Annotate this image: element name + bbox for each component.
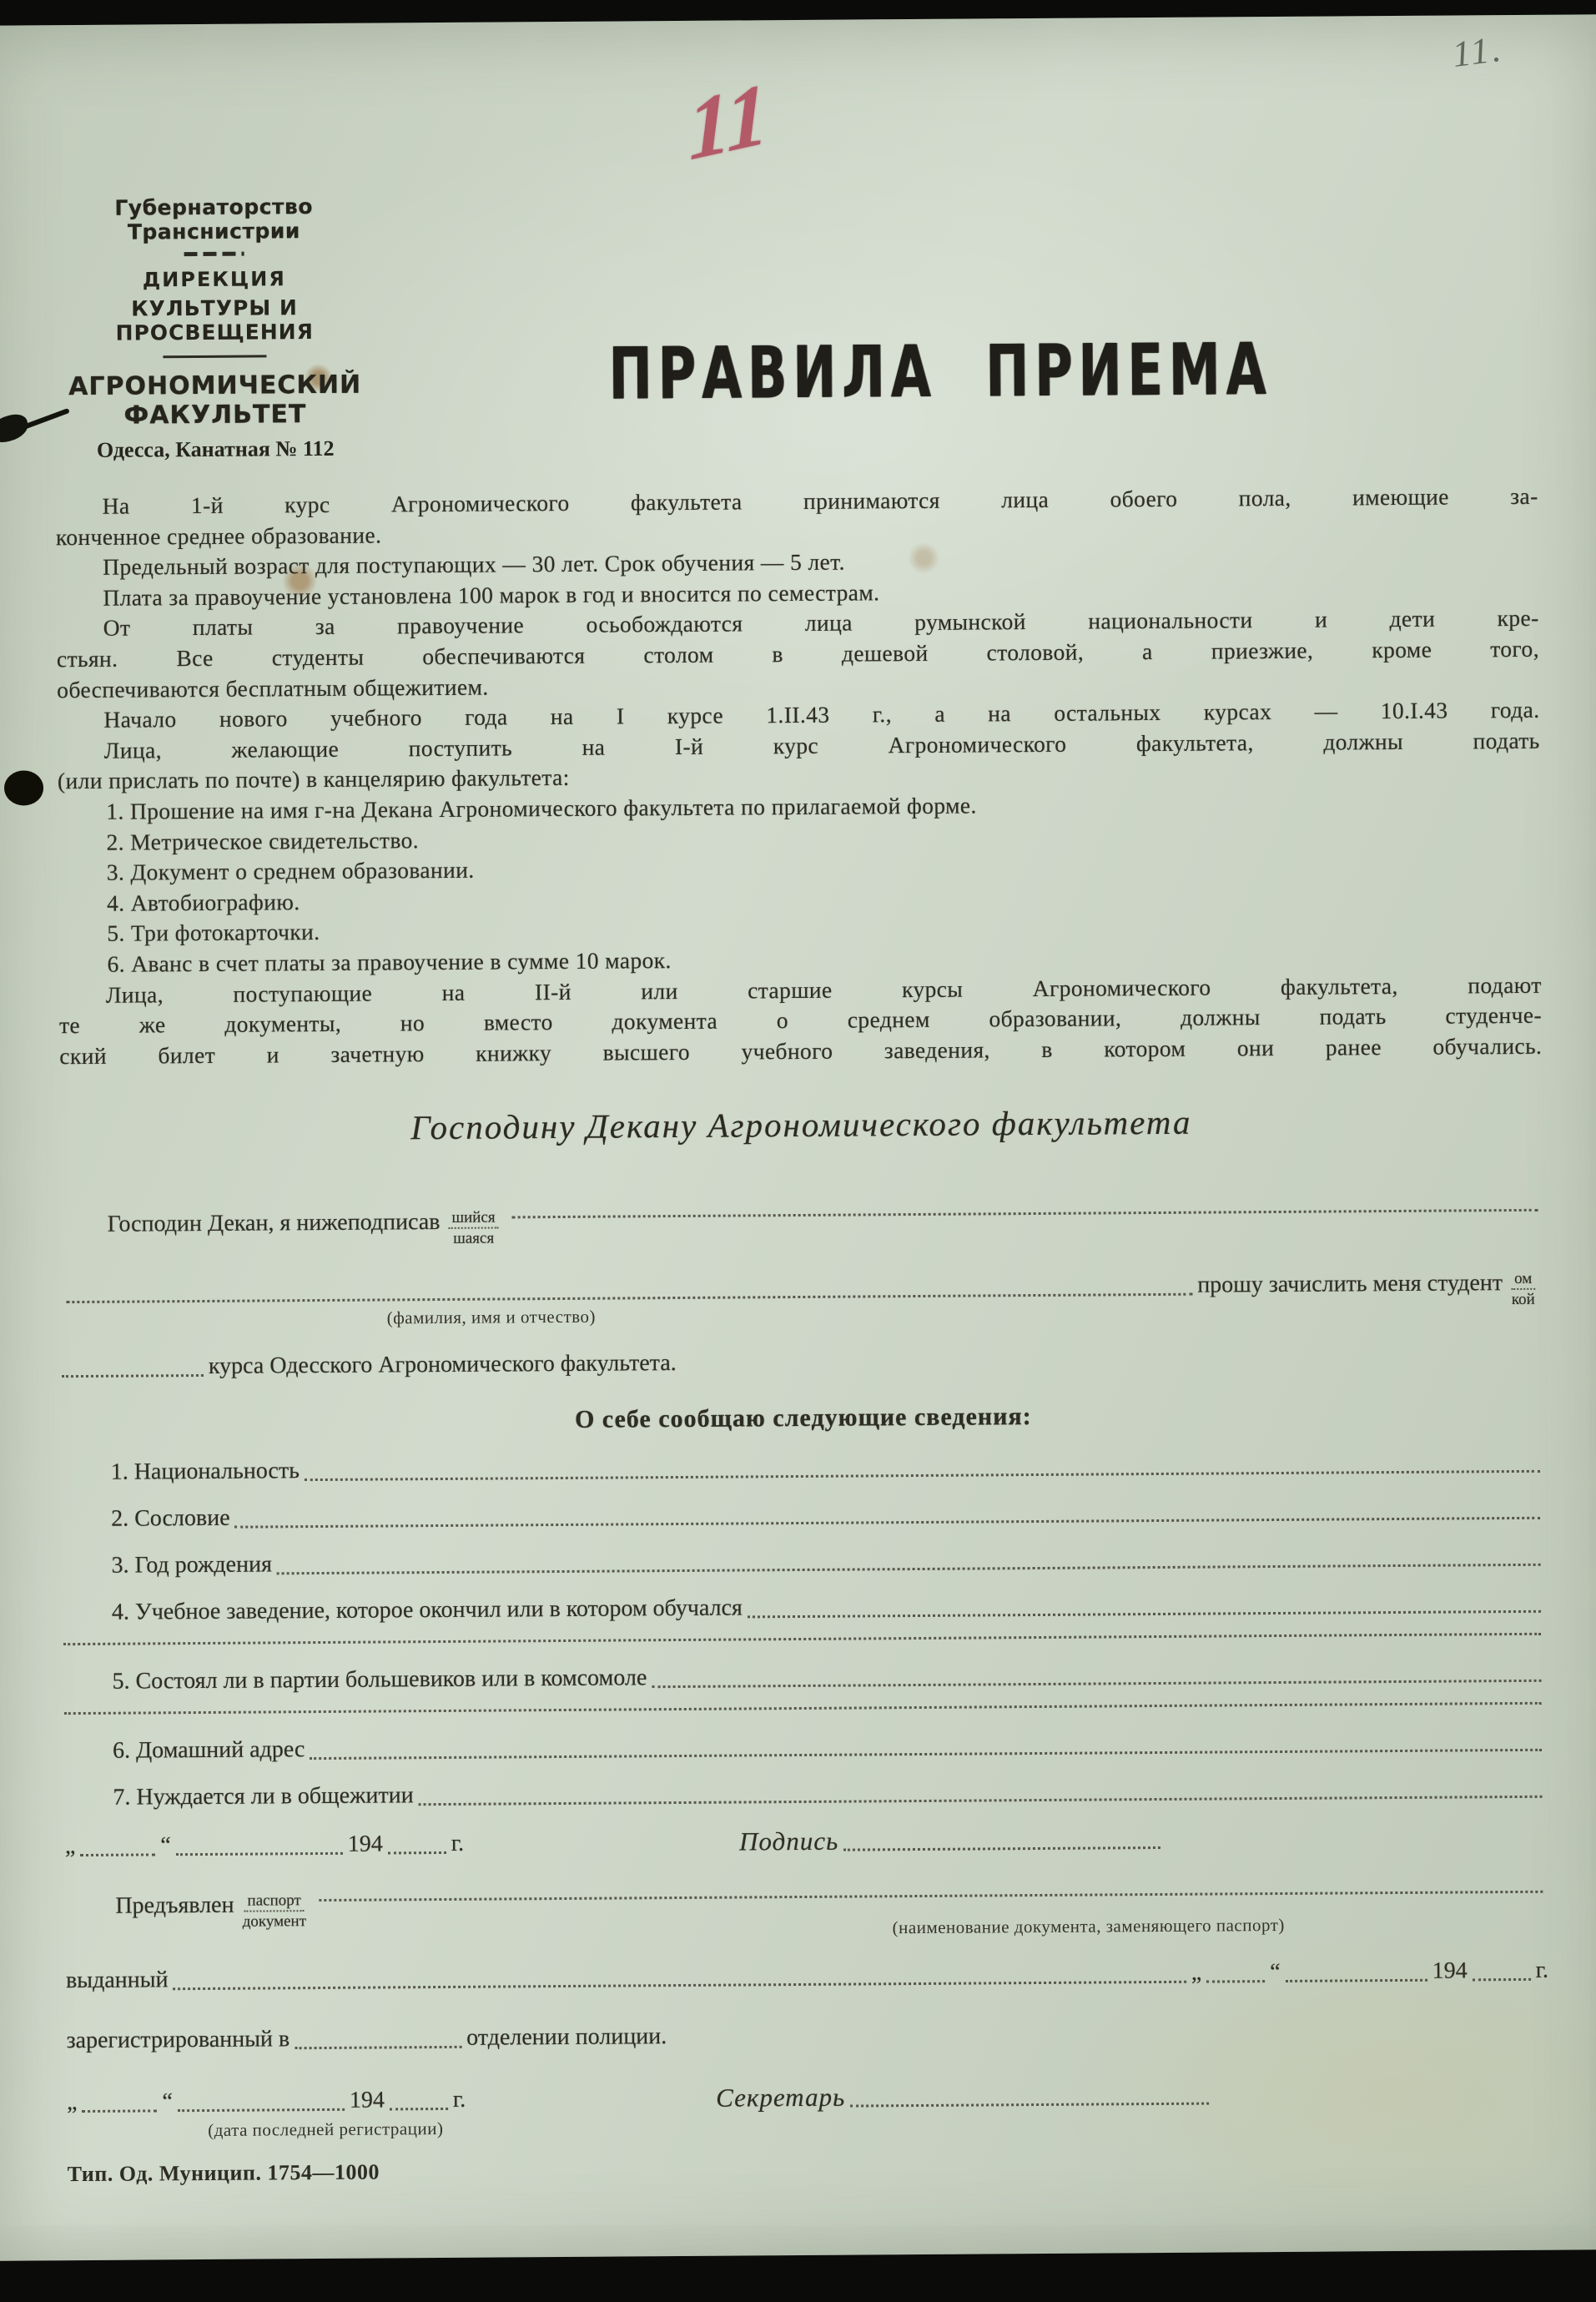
police-label: отделении полиции.: [466, 2023, 667, 2052]
required-document-item: 4. Автобиографию.: [106, 888, 300, 916]
full-name-caption: (фамилия, имя и отчество): [386, 1306, 597, 1328]
fill-in-line: [64, 1702, 1542, 1715]
personal-info-fields: [63, 1446, 1548, 1815]
presented-label: Предъявлен: [115, 1892, 234, 1920]
rules-line: На 1-й курс Агрономического факультета принимаются лица обоего пола, имеющие за-: [102, 482, 1538, 519]
secretary-label: Секретарь: [716, 2082, 846, 2113]
field-row-school: [63, 1586, 1546, 1630]
signature-line: [843, 1846, 1160, 1851]
passport-or-document-stack: [242, 1891, 306, 1931]
letterhead-divider: [184, 252, 244, 257]
letterhead: [32, 194, 397, 463]
field-label: 1. Национальность: [110, 1458, 300, 1486]
secretary-signature-line: [850, 2103, 1209, 2108]
handwritten-page-number: 11.: [1450, 28, 1506, 75]
document-name-caption: (наименование документа, заменяющего паспорт): [892, 1915, 1285, 1938]
month-line: [178, 2108, 345, 2112]
spacer: [1214, 2109, 1549, 2112]
rules-line: Лица, поступающие на II-й или старшие курсы Агрономического факультета, подают: [105, 971, 1542, 1008]
fill-in-line: [235, 1517, 1541, 1529]
open-quote: „: [66, 2089, 78, 2116]
spacer: [1166, 1853, 1548, 1856]
field-row-home-address: [64, 1725, 1547, 1768]
rules-line: Плата за правоучение установлена 100 марок в год и вносится по семестрам.: [103, 579, 880, 611]
document-content: [0, 481, 1596, 2188]
admission-rules-text: [56, 481, 1543, 1072]
field-label: 5. Состоял ли в партии большевиков или в комсомоле: [112, 1665, 647, 1695]
year-line: [390, 2108, 448, 2110]
registration-date-row: [67, 2076, 1549, 2119]
letterhead-directorate-line2: КУЛЬТУРЫ И ПРОСВЕЩЕНИЯ: [115, 295, 314, 345]
course-number-line: [62, 1374, 204, 1378]
gender-suffix-stack: [448, 1209, 498, 1247]
rules-line: От платы за правоучение осьобождаются лица румынской национальности и дети кре-: [103, 605, 1539, 642]
fill-in-line: [63, 1633, 1541, 1645]
field-row-social-class: [63, 1493, 1545, 1536]
document-name-line: [320, 1891, 1543, 1902]
year-prefix: 194: [347, 1831, 383, 1858]
rules-line: стьян. Все студенты обеспечиваются столом в дешевой столовой, а приезжие, кроме того,: [56, 635, 1540, 672]
page-title: ПРАВИЛА ПРИЕМА: [608, 327, 1272, 416]
registration-date-caption: (дата последней регистрации): [208, 2118, 444, 2141]
fill-in-line: [305, 1470, 1540, 1481]
issuer-line: [174, 1981, 1186, 1990]
close-quote: “: [160, 1832, 171, 1859]
issued-by-row: [66, 1954, 1548, 1997]
fill-in-line: [310, 1749, 1542, 1760]
year-line: [1473, 1978, 1531, 1981]
required-document-item: 6. Аванс в счет платы за правоучение в сумме 10 марок.: [107, 946, 672, 977]
required-document-item: 5. Три фотокарточки.: [107, 919, 320, 947]
suffix-masculine: шийся: [448, 1209, 498, 1229]
field-label: 3. Год рождения: [111, 1551, 273, 1579]
rules-line: ский билет и зачетную книжку высшего учебного заведения, в котором они ранее обучались.: [59, 1032, 1543, 1069]
student-ending-stack: [1511, 1270, 1535, 1308]
ending-masculine: ом: [1511, 1270, 1535, 1290]
suffix-feminine: шаяся: [453, 1229, 495, 1248]
year-suffix: г.: [1535, 1957, 1549, 1984]
required-document-item: 1. Прошение на имя г-на Декана Агрономического факультета по прилагаемой форме.: [106, 792, 977, 824]
field-label: 7. Нуждается ли в общежитии: [113, 1782, 414, 1811]
day-line: [80, 1854, 155, 1857]
about-self-heading: О себе сообщаю следующие сведения:: [574, 1403, 1032, 1434]
police-station-line: [295, 2046, 461, 2049]
close-quote: “: [1270, 1959, 1281, 1986]
field-label: 4. Учебное заведение, которое окончил или в котором обучался: [111, 1594, 743, 1626]
printer-imprint: Тип. Од. Муницип. 1754—1000: [67, 2159, 380, 2187]
letterhead-governorate: Губернаторство Транснистрии: [114, 194, 314, 244]
month-line: [1286, 1979, 1427, 1982]
letterhead-divider: [163, 355, 266, 358]
letterhead-faculty: АГРОНОМИЧЕСКИЙ ФАКУЛЬТЕТ: [68, 370, 362, 431]
open-quote: „: [1191, 1959, 1202, 1987]
close-quote: “: [162, 2088, 174, 2115]
name-and-enroll-row: [61, 1262, 1543, 1310]
course-text: курса Одесского Агрономического факультета.: [208, 1350, 677, 1380]
fill-in-line: [652, 1680, 1541, 1688]
letterhead-directorate-line1: ДИРЕКЦИЯ: [142, 267, 286, 292]
field-row-nationality: [63, 1446, 1545, 1489]
day-line: [1206, 1980, 1265, 1982]
rules-line: Лица, желающие поступить на I-й курс Агрономического факультета, должны подать: [103, 727, 1540, 763]
field-row-party-membership: [63, 1655, 1546, 1699]
rules-line: (или прислать по почте) в канцелярию факультета:: [57, 764, 570, 794]
field-label: 2. Сословие: [111, 1505, 230, 1533]
salutation-text: Господин Декан, я нижеподписав: [107, 1209, 441, 1238]
ending-feminine: кой: [1511, 1291, 1535, 1309]
field-label: 6. Домашний адрес: [113, 1736, 305, 1765]
salutation-row: [61, 1193, 1543, 1248]
year-prefix: 194: [349, 2087, 385, 2114]
rules-line: Начало нового учебного года на I курсе 1.II.43 г., а на остальных курсах — 10.I.43 года.: [103, 696, 1540, 733]
document-header: [0, 14, 1596, 481]
field-continuation-row: [63, 1633, 1546, 1652]
fill-in-line: [748, 1610, 1541, 1619]
rules-line: обеспечиваются бесплатным общежитием.: [57, 673, 489, 703]
document-paper: [0, 14, 1596, 2261]
rules-line: Предельный возраст для поступающих — 30 лет. Срок обучения — 5 лет.: [103, 548, 845, 580]
field-row-dormitory: [64, 1771, 1547, 1815]
rules-line: конченное среднее образование.: [55, 521, 382, 550]
course-row: [62, 1341, 1544, 1384]
full-name-line: [66, 1293, 1192, 1303]
spacer: [466, 2115, 716, 2117]
field-continuation-row: [64, 1702, 1547, 1721]
year-suffix: г.: [452, 2087, 466, 2113]
fill-in-line: [512, 1209, 1538, 1219]
spacer: [464, 1859, 739, 1861]
field-row-birth-year: [63, 1539, 1545, 1583]
enroll-text: прошу зачислить меня студент: [1197, 1270, 1503, 1298]
required-document-item: 2. Метрическое свидетельство.: [106, 826, 420, 855]
day-line: [83, 2110, 158, 2113]
dean-address-heading: Господину Декану Агрономического факультета: [410, 1102, 1192, 1147]
registered-label: зарегистрированный в: [66, 2026, 290, 2054]
date-and-signature-row: [65, 1820, 1548, 1863]
rules-line: те же документы, но вместо документа о среднем образовании, должны подать студенче-: [58, 1001, 1543, 1039]
year-prefix: 194: [1432, 1957, 1468, 1984]
passport-word: паспорт: [244, 1891, 304, 1912]
year-suffix: г.: [451, 1831, 465, 1857]
red-crayon-mark: 11: [686, 64, 771, 179]
letterhead-address: Одесса, Канатная № 112: [96, 436, 335, 462]
month-line: [176, 1852, 343, 1856]
fill-in-line: [277, 1564, 1541, 1575]
required-document-item: 3. Документ о среднем образовании.: [106, 856, 475, 885]
year-line: [388, 1851, 446, 1854]
document-word: документ: [242, 1912, 307, 1931]
spacer: [667, 2048, 1548, 2053]
fill-in-line: [419, 1796, 1543, 1806]
issued-label: выданный: [65, 1967, 169, 1994]
signature-label: Подпись: [738, 1826, 839, 1856]
open-quote: „: [64, 1833, 76, 1860]
registered-row: [66, 2014, 1548, 2058]
